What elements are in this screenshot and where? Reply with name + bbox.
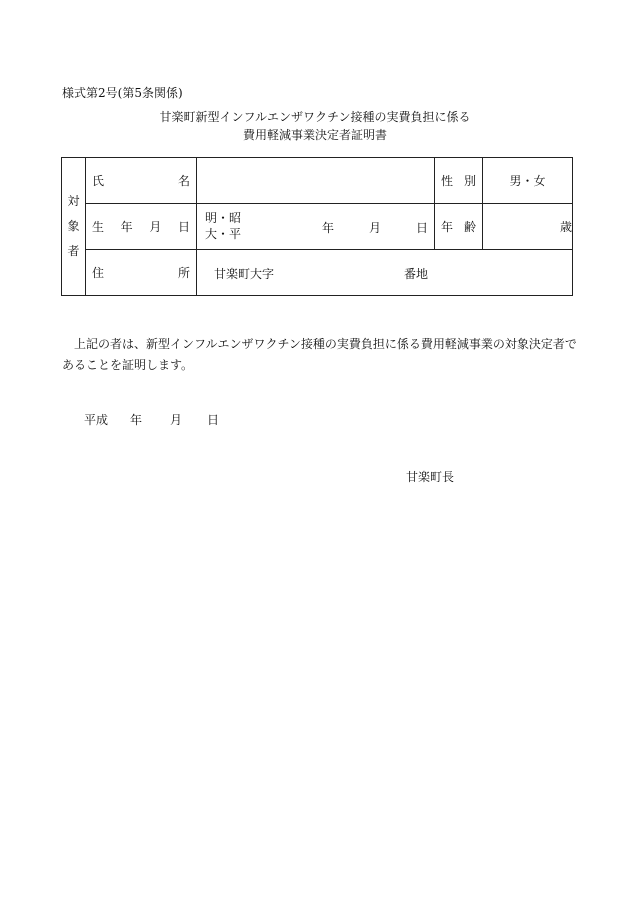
document-title-line-2: 費用軽減事業決定者証明書 <box>242 128 387 142</box>
sex-field[interactable]: 男・女 <box>483 158 573 204</box>
era-options-1: 明・昭 <box>205 211 242 225</box>
era-options-2: 大・平 <box>205 227 242 241</box>
subject-label: 対 象 者 <box>62 158 86 296</box>
certification-text: 上記の者は、新型インフルエンザワクチン接種の実費負担に係る費用軽減事業の対象決定者であることを証明します。 <box>62 337 577 372</box>
name-field[interactable] <box>197 158 435 204</box>
document-title-line-1: 甘楽町新型インフルエンザワクチン接種の実費負担に係る <box>159 110 471 124</box>
issuer-title: 甘楽町長 <box>406 470 455 484</box>
birthdate-field[interactable]: 明・昭 大・平 年 月 日 <box>197 204 435 250</box>
address-label: 住 所 <box>86 250 197 296</box>
age-field[interactable]: 歳 <box>483 204 573 250</box>
form-number: 様式第2号(第5条関係) <box>62 86 183 100</box>
subject-info-table <box>61 157 573 296</box>
birthdate-label: 生 年 月 日 <box>86 204 197 250</box>
address-prefix: 甘楽町大字 <box>214 267 275 281</box>
name-label: 氏 名 <box>86 158 197 204</box>
sex-label: 性 別 <box>435 158 483 204</box>
address-field[interactable] <box>197 250 573 296</box>
address-suffix: 番地 <box>404 267 429 281</box>
issue-date: 平成 年 月 日 <box>84 413 220 427</box>
age-label: 年 齢 <box>435 204 483 250</box>
